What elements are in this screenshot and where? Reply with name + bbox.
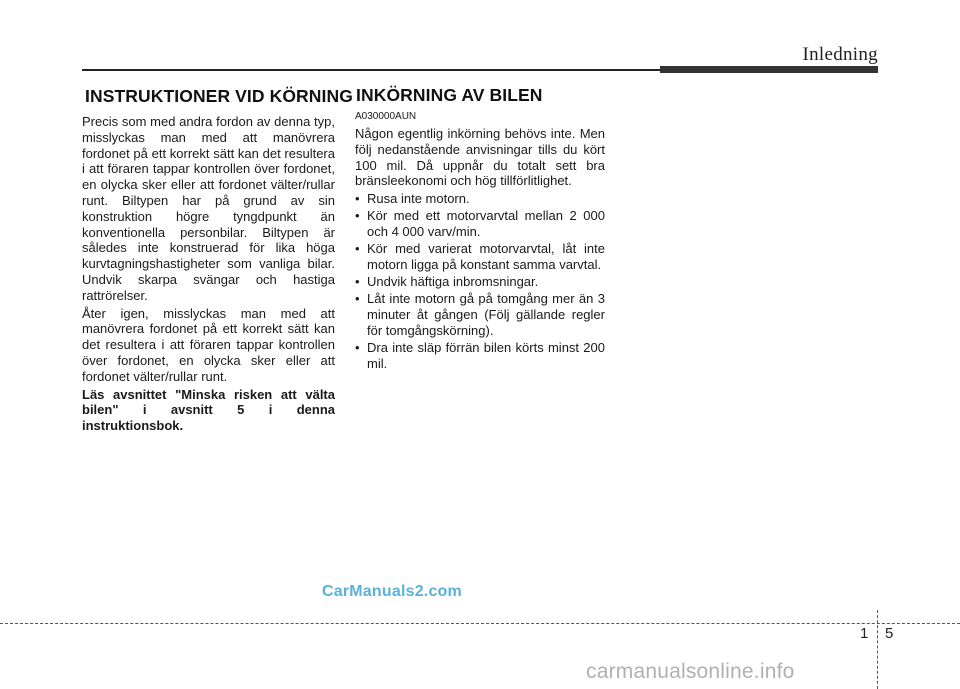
page-number: 5 <box>885 625 894 642</box>
break-in-list <box>355 191 605 372</box>
header-rule <box>82 69 660 71</box>
section-title: Inledning <box>802 44 878 65</box>
footer-rule <box>0 623 960 624</box>
right-column <box>355 110 605 372</box>
chapter-number: 1 <box>860 625 869 642</box>
watermark-link[interactable]: CarManuals2.com <box>322 583 462 600</box>
header-bar <box>660 66 878 73</box>
list-item: • Låt inte motorn gå på tomgång mer än 3 minuter åt gången (Följ gällande regler för tomgångskörning). <box>355 291 605 338</box>
reference-code: A030000AUN <box>355 111 417 122</box>
heading-driving-instructions: INSTRUKTIONER VID KÖRNING <box>85 86 353 106</box>
list-item: • Undvik häftiga inbromsningar. <box>355 274 605 290</box>
paragraph-driving-repeat: Åter igen, misslyckas man med att manövrera fordonet på ett korrekt sätt kan det resultera i att föraren tappar kontrollen över fordonet, en olycka sker eller att fordonet välter/rullar runt. <box>82 305 335 384</box>
paragraph-rollover-reference: Läs avsnittet "Minska risken att välta bilen" i avsnitt 5 i denna instruktionsbok. <box>82 386 335 434</box>
list-item: • Dra inte släp förrän bilen körts minst 200 mil. <box>355 340 605 372</box>
list-item: • Kör med varierat motorvarvtal, låt inte motorn ligga på konstant samma varvtal. <box>355 241 605 273</box>
list-item: • Rusa inte motorn. <box>355 191 605 207</box>
footer-divider <box>877 610 878 689</box>
paragraph-break-in-intro: Någon egentlig inkörning behövs inte. Men följ nedanstående anvisningar tills du kört 100 mil. Då uppnår du totalt sett bra bränsleekonomi och hög tillförlitlighet. <box>355 126 605 189</box>
heading-break-in: INKÖRNING AV BILEN <box>356 85 543 105</box>
paragraph-driving-intro: Precis som med andra fordon av denna typ, misslyckas man med att manövrera fordonet på ett korrekt sätt kan det resultera i att föraren tappar kontrollen över fordonet, en olycka sker eller att fordonet välter/rullar runt. Biltypen har på grund av sin konstruktion högre tyngdpunkt än konventionella personbilar. Biltypen är således inte konstruerad för lika höga kurvtagningshastigheter som vanliga bilar. Undvik skarpa svängar och hastiga rattrörelser. <box>82 114 335 303</box>
left-column <box>82 114 335 434</box>
list-item: • Kör med ett motorvarvtal mellan 2 000 och 4 000 varv/min. <box>355 208 605 240</box>
site-watermark[interactable]: carmanualsonline.info <box>586 660 795 683</box>
